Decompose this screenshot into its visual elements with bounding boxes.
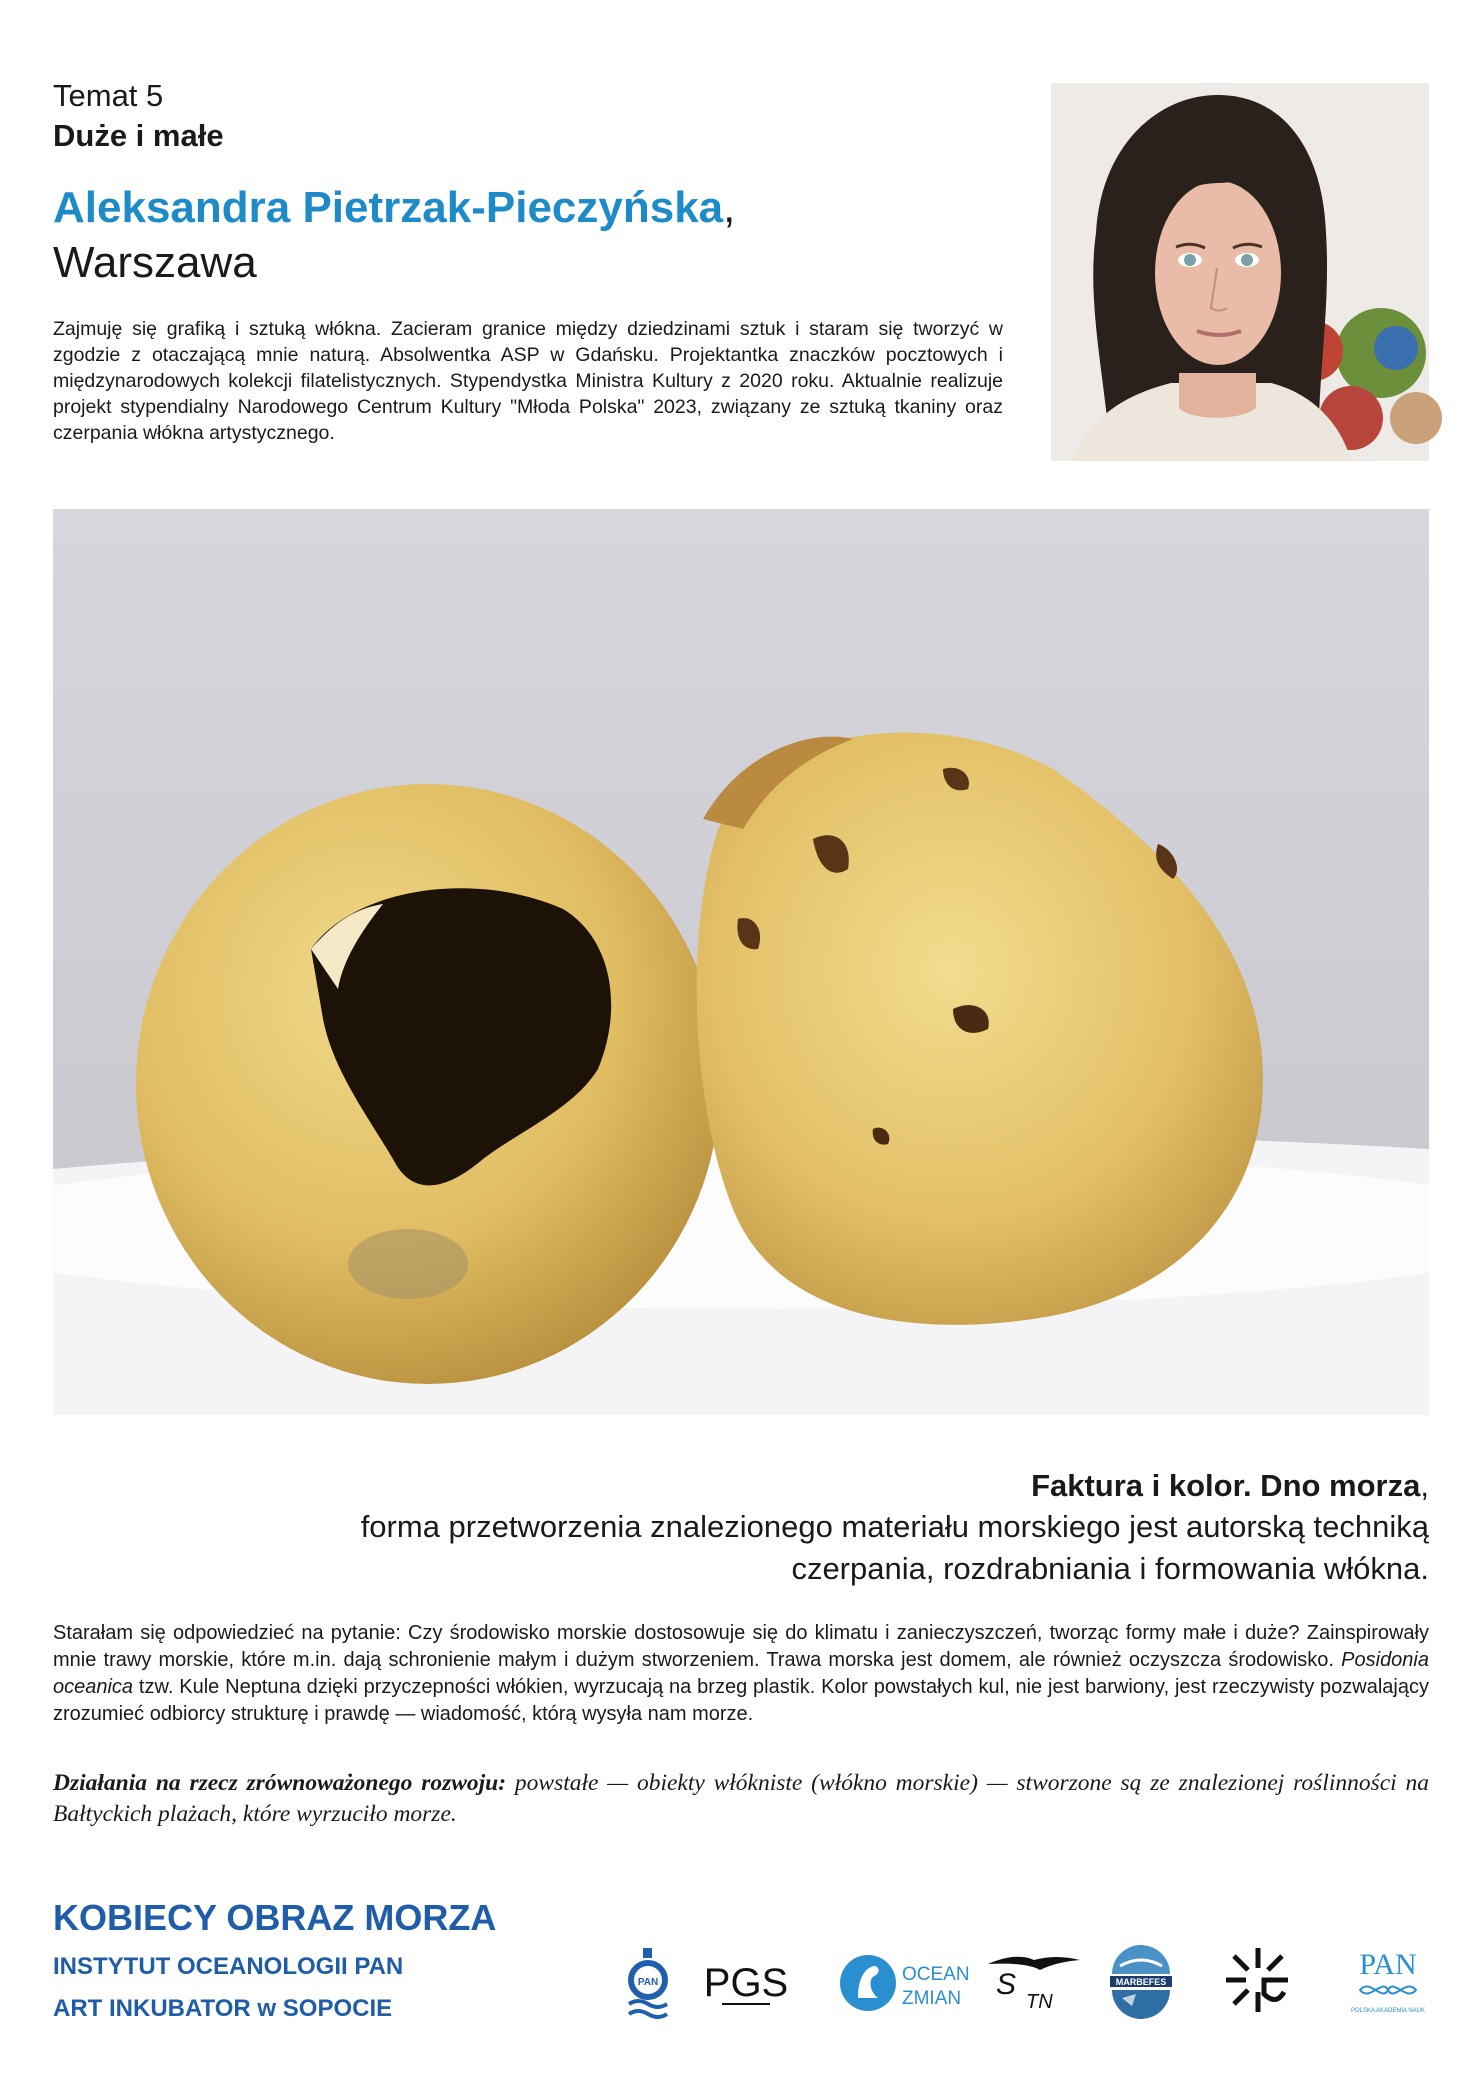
iopan-logo: [627, 1948, 669, 2020]
artist-comma: ,: [723, 183, 736, 232]
statement-species: Posidonia oceanica: [53, 1649, 1429, 1698]
topic-number: Temat 5: [53, 78, 164, 113]
pgs-logo: [703, 1952, 789, 2012]
sustainability-text: powstałe — obiekty włókniste (włókno morskie) — stworzone są ze znalezionej roślinności na Bałtyckich plażach, które wyrzuciło morze.: [53, 1770, 1430, 1827]
statement-part-1: Starałam się odpowiedzieć na pytanie: Czy środowisko morskie dostosowuje się do klimatu i zanieczyszczeń, tworząc formy małe i duże? Zainspirowały mnie trawy morskie, które m.in. dają schronienie małym i dużym stworzeniem. Trawa morska jest domem, ale również oczyszcza środowisko.: [53, 1622, 1429, 1671]
footer-title: KOBIECY OBRAZ MORZA: [53, 1897, 497, 1938]
artwork-title-block: [99, 1466, 1429, 1590]
footer-institute: INSTYTUT OCEANOLOGII PAN: [53, 1953, 404, 1980]
pan-logo-text: PAN: [1359, 1948, 1417, 1981]
statement-part-2: tzw. Kule Neptuna dzięki przyczepności włókien, wyrzucają na brzeg plastik. Kolor powstałych kul, nie jest barwiony, jest rzeczywisty pozwalający zrozumieć odbiorcy strukturę i prawdę — wiadomość, którą wysyła nam morze.: [53, 1676, 1429, 1725]
ocean-logo-line-1: OCEAN: [902, 1964, 970, 1985]
pgs-logo-text: PGS: [703, 1961, 789, 2005]
pan-logo: [1346, 1942, 1430, 2018]
artwork-title-comma: ,: [1420, 1468, 1429, 1503]
ocean-zmian-logo: [840, 1950, 970, 2016]
artwork-technique-line-2: czerpania, rozdrabniania i formowania włókna.: [791, 1551, 1429, 1586]
artwork-title-line: [99, 1466, 1429, 1506]
pan-logo-subtitle: POLSKA AKADEMIA NAUK: [1350, 2008, 1426, 2014]
artwork-photo: [53, 509, 1429, 1415]
artist-bio: Zajmuję się grafiką i sztuką włókna. Zacieram granice między dziedzinami sztuk i staram się tworzyć w zgodzie z otaczającą mnie naturą. Absolwentka ASP w Gdańsku. Projektantka znaczków pocztowych i międzynarodowych kolekcji filatelistycznych. Stypendystka Ministra Kultury z 2020 roku. Aktualnie realizuje projekt stypendialny Narodowego Centrum Kultury "Młoda Polska" 2023, związany ze sztuką tkaniny oraz czerpania włókna artystycznego.: [53, 318, 1003, 444]
stn-logo: [986, 1946, 1082, 2016]
sustainability-label: Działania na rzecz zrównoważonego rozwoju:: [53, 1770, 507, 1796]
header-block: [53, 76, 1003, 446]
artist-city: Warszawa: [53, 238, 257, 287]
iopan-logo-label: PAN: [637, 1977, 659, 1988]
marbefes-logo-text: MARBEFES: [1115, 1977, 1167, 1987]
art-incubator-logo: [1224, 1946, 1292, 2014]
ocean-logo-line-2: ZMIAN: [902, 1988, 962, 2009]
sustainability-note: [53, 1768, 1429, 1830]
marbefes-logo: [1106, 1944, 1176, 2016]
artwork-title: Faktura i kolor. Dno morza: [1031, 1468, 1421, 1503]
artist-portrait: [1051, 83, 1429, 461]
artist-name: Aleksandra Pietrzak-Pieczyńska: [53, 183, 724, 232]
stn-logo-tn: TN: [1026, 1991, 1053, 2013]
footer-incubator: ART INKUBATOR w SOPOCIE: [53, 1995, 393, 2022]
topic-title: Duże i małe: [53, 118, 224, 153]
artist-line: [53, 182, 1003, 234]
artist-statement: [53, 1620, 1429, 1728]
artwork-technique-line-1: forma przetworzenia znalezionego materiału morskiego jest autorską techniką: [360, 1509, 1429, 1544]
stn-logo-s: S: [996, 1968, 1017, 2001]
